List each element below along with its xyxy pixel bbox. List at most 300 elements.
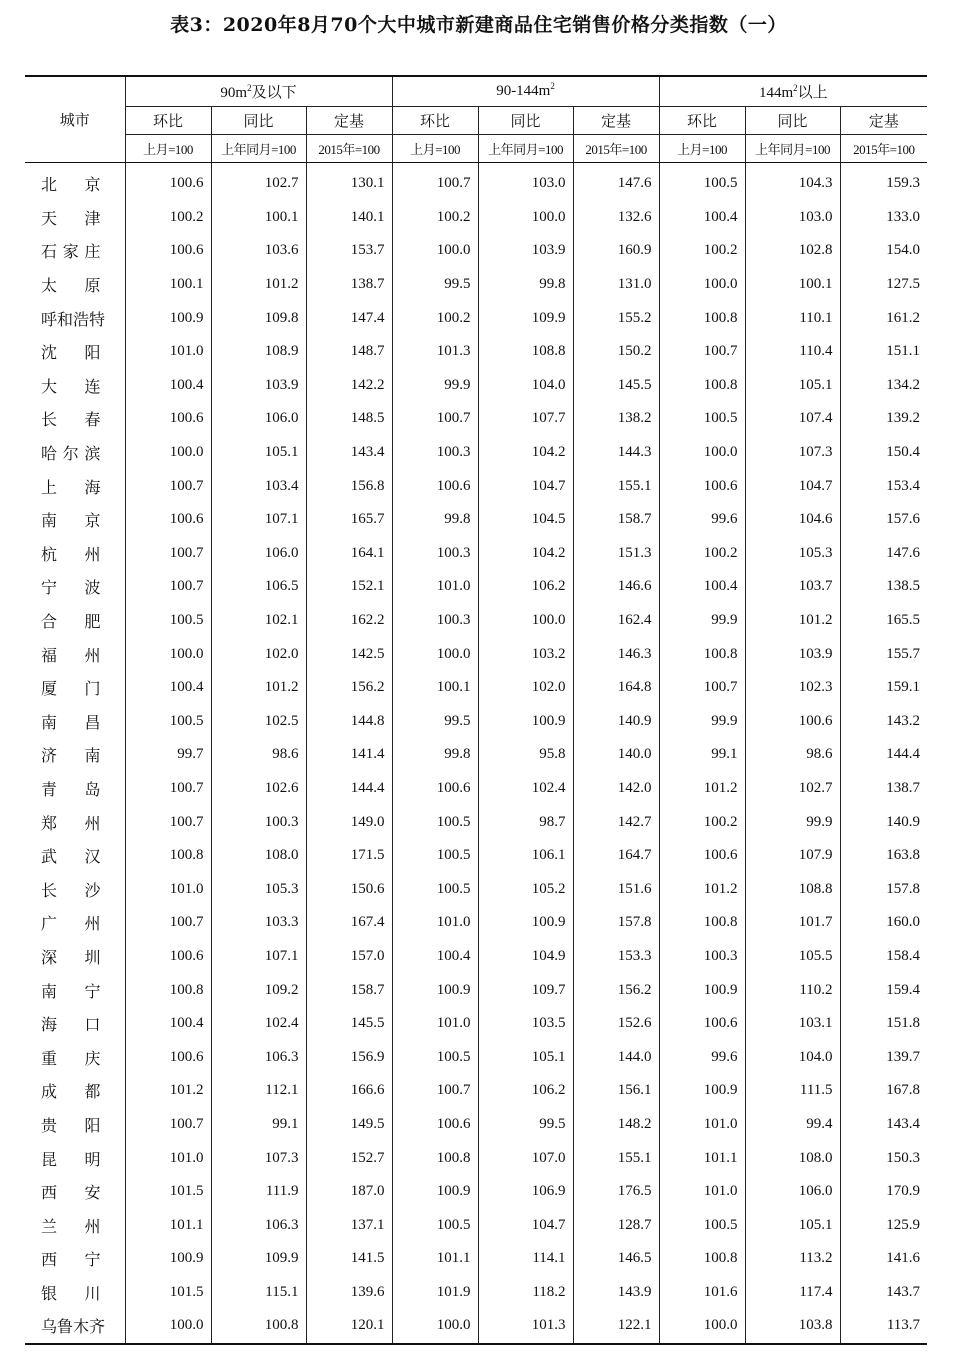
index-value: 100.9 [478,906,573,940]
index-value: 100.0 [125,436,211,470]
index-value: 147.4 [306,301,392,335]
index-value: 108.0 [211,839,306,873]
table-row [25,1141,927,1175]
city-name: 呼和浩特 [25,301,125,335]
index-value: 140.9 [886,813,921,830]
index-value: 99.9 [659,705,745,739]
index-value: 104.0 [478,369,573,403]
index-value: 187.0 [306,1175,392,1209]
index-value: 164.1 [306,537,392,571]
index-value: 100.6 [392,469,478,503]
base-header: 上年同月=100 [211,135,306,163]
index-value: 106.1 [478,839,573,873]
index-value: 104.2 [478,537,573,571]
index-value: 149.5 [306,1108,392,1142]
sub-header: 环比 [125,107,211,135]
table-row [25,1007,927,1041]
index-value: 148.5 [306,402,392,436]
base-header: 2015年=100 [840,135,927,163]
table-row [25,234,927,268]
index-value: 106.3 [211,1040,306,1074]
index-value: 159.3 [886,175,921,192]
sub-header: 同比 [211,107,306,135]
index-value: 107.0 [478,1141,573,1175]
index-value: 100.2 [392,301,478,335]
index-value: 100.9 [659,973,745,1007]
index-value: 99.8 [392,738,478,772]
index-value: 100.3 [392,537,478,571]
index-value: 142.5 [306,637,392,671]
index-value: 100.6 [125,402,211,436]
index-value: 163.8 [886,847,921,864]
index-value: 103.2 [478,637,573,671]
base-header: 上月=100 [392,135,478,163]
index-value: 102.4 [211,1007,306,1041]
table-row [25,604,927,638]
index-value: 106.2 [478,570,573,604]
index-value: 140.9 [573,705,659,739]
index-value: 142.0 [573,772,659,806]
table-row [25,335,927,369]
index-value: 111.9 [211,1175,306,1209]
table-row [25,402,927,436]
index-value: 106.2 [478,1074,573,1108]
index-value: 139.7 [886,1048,921,1065]
index-value: 143.4 [886,1115,921,1132]
index-value: 101.1 [125,1208,211,1242]
index-value: 100.2 [659,234,745,268]
table-row [25,436,927,470]
index-value: 107.9 [745,839,840,873]
index-value: 101.0 [125,872,211,906]
city-name: 深圳 [25,940,125,974]
city-name: 福州 [25,637,125,671]
table-row [25,201,927,235]
index-value: 100.5 [659,1208,745,1242]
table-row [25,973,927,1007]
index-value: 145.5 [306,1007,392,1041]
index-value: 100.4 [125,1007,211,1041]
index-value: 166.6 [306,1074,392,1108]
index-value: 160.0 [886,914,921,931]
index-value: 95.8 [478,738,573,772]
index-value: 104.7 [745,469,840,503]
city-name: 厦门 [25,671,125,705]
group-label-sup: 2 [550,81,555,91]
index-value: 144.3 [573,436,659,470]
index-value: 101.0 [392,1007,478,1041]
index-value: 101.5 [125,1276,211,1310]
index-value: 105.5 [745,940,840,974]
index-value: 152.7 [306,1141,392,1175]
city-name: 郑州 [25,805,125,839]
base-header: 上年同月=100 [478,135,573,163]
index-value: 142.7 [573,805,659,839]
index-value: 101.0 [392,906,478,940]
index-value: 147.6 [573,163,659,201]
index-value: 154.0 [886,242,921,259]
index-value: 100.9 [125,1242,211,1276]
index-value: 100.8 [659,369,745,403]
index-value: 100.6 [745,705,840,739]
index-value: 103.0 [745,201,840,235]
index-value: 157.6 [886,511,921,528]
index-value: 153.4 [886,477,921,494]
index-value: 156.2 [573,973,659,1007]
city-name: 大连 [25,369,125,403]
index-value: 99.9 [659,604,745,638]
index-value: 155.2 [573,301,659,335]
city-name: 长春 [25,402,125,436]
index-value: 101.9 [392,1276,478,1310]
table-title: 表3：2020年8月70个大中城市新建商品住宅销售价格分类指数（一） [170,14,787,36]
index-value: 100.2 [125,201,211,235]
group-label-sup: 2 [793,83,798,93]
city-name: 青岛 [25,772,125,806]
city-name: 成都 [25,1074,125,1108]
index-value: 100.7 [125,805,211,839]
index-value: 171.5 [306,839,392,873]
index-value: 131.0 [573,268,659,302]
index-value: 100.2 [659,537,745,571]
index-value: 102.7 [211,163,306,201]
index-value: 100.7 [125,469,211,503]
index-value: 104.5 [478,503,573,537]
index-value: 99.9 [392,369,478,403]
index-value: 113.2 [745,1242,840,1276]
index-value: 104.7 [478,469,573,503]
city-name: 宁波 [25,570,125,604]
index-value: 105.3 [745,537,840,571]
group-header-medium [392,76,659,107]
sub-header: 同比 [478,107,573,135]
index-value: 99.6 [659,503,745,537]
index-value: 103.1 [745,1007,840,1041]
index-value: 162.4 [573,604,659,638]
index-value: 102.6 [211,772,306,806]
sub-header: 环比 [659,107,745,135]
index-value: 156.8 [306,469,392,503]
index-value: 107.1 [211,940,306,974]
index-value: 122.1 [573,1309,659,1344]
city-name: 重庆 [25,1040,125,1074]
index-value: 132.6 [573,201,659,235]
index-value: 107.3 [211,1141,306,1175]
index-value: 104.3 [745,163,840,201]
index-value: 114.1 [478,1242,573,1276]
index-value: 100.0 [125,1309,211,1344]
index-value: 100.5 [392,1208,478,1242]
index-value: 100.8 [125,839,211,873]
index-value: 112.1 [211,1074,306,1108]
index-value: 104.0 [745,1040,840,1074]
index-value: 152.6 [573,1007,659,1041]
index-value: 103.0 [478,163,573,201]
index-value: 99.5 [392,268,478,302]
city-name: 长沙 [25,872,125,906]
index-value: 106.9 [478,1175,573,1209]
base-header: 上年同月=100 [745,135,840,163]
index-value: 120.1 [306,1309,392,1344]
index-value: 103.8 [745,1309,840,1344]
index-value: 153.7 [306,234,392,268]
index-value: 101.1 [392,1242,478,1276]
index-value: 150.4 [886,444,921,461]
index-value: 146.6 [573,570,659,604]
index-value: 157.8 [886,880,921,897]
index-value: 140.0 [573,738,659,772]
index-value: 103.9 [745,637,840,671]
table-row [25,369,927,403]
city-name: 乌鲁木齐 [25,1309,125,1344]
index-value: 106.0 [745,1175,840,1209]
table-row [25,1175,927,1209]
table-row [25,301,927,335]
index-value: 100.7 [659,671,745,705]
index-value: 100.1 [211,201,306,235]
city-name: 兰州 [25,1208,125,1242]
index-value: 99.8 [392,503,478,537]
group-header-small [125,76,392,107]
index-value: 100.9 [125,301,211,335]
index-value: 144.4 [306,772,392,806]
city-name: 北京 [25,163,125,201]
index-value: 170.9 [886,1183,921,1200]
index-value: 100.0 [659,436,745,470]
index-value: 102.7 [745,772,840,806]
index-value: 101.0 [125,335,211,369]
index-value: 158.7 [306,973,392,1007]
index-value: 100.0 [125,637,211,671]
index-value: 156.9 [306,1040,392,1074]
city-name: 天津 [25,201,125,235]
table-row [25,738,927,772]
index-value: 139.6 [306,1276,392,1310]
index-value: 98.6 [745,738,840,772]
index-value: 100.7 [125,570,211,604]
index-value: 100.6 [392,1108,478,1142]
index-value: 138.7 [306,268,392,302]
base-header: 2015年=100 [306,135,392,163]
city-name: 石家庄 [25,234,125,268]
group-label-pre: 144m [758,85,794,101]
index-value: 99.4 [745,1108,840,1142]
index-value: 100.4 [125,369,211,403]
index-value: 104.2 [478,436,573,470]
index-value: 101.0 [392,570,478,604]
city-name: 合肥 [25,604,125,638]
index-value: 155.1 [573,469,659,503]
table-row [25,906,927,940]
index-value: 100.5 [659,163,745,201]
index-value: 144.4 [886,746,921,763]
index-value: 100.6 [125,234,211,268]
index-value: 101.2 [745,604,840,638]
index-value: 141.5 [306,1242,392,1276]
index-value: 101.2 [659,872,745,906]
index-value: 108.8 [745,872,840,906]
index-value: 144.0 [573,1040,659,1074]
index-value: 141.6 [886,1250,921,1267]
index-value: 107.4 [745,402,840,436]
index-value: 100.5 [392,805,478,839]
index-value: 164.8 [573,671,659,705]
index-value: 98.6 [211,738,306,772]
index-value: 107.3 [745,436,840,470]
index-value: 100.2 [392,201,478,235]
index-value: 104.6 [745,503,840,537]
index-value: 133.0 [886,208,921,225]
index-value: 158.7 [573,503,659,537]
table-row [25,1242,927,1276]
index-value: 103.6 [211,234,306,268]
index-value: 100.6 [125,1040,211,1074]
index-value: 118.2 [478,1276,573,1310]
city-name: 西安 [25,1175,125,1209]
index-value: 151.1 [886,343,921,360]
index-value: 102.0 [478,671,573,705]
index-value: 106.0 [211,402,306,436]
table-row [25,805,927,839]
index-value: 100.8 [659,906,745,940]
sub-header: 同比 [745,107,840,135]
index-value: 100.8 [659,637,745,671]
index-value: 100.7 [125,906,211,940]
table-row [25,268,927,302]
index-value: 100.7 [125,537,211,571]
index-value: 157.8 [573,906,659,940]
index-value: 127.5 [886,276,921,293]
index-value: 146.3 [573,637,659,671]
index-value: 101.2 [659,772,745,806]
index-value: 100.8 [659,301,745,335]
table-row [25,570,927,604]
index-value: 160.9 [573,234,659,268]
table-row [25,163,927,201]
index-value: 107.1 [211,503,306,537]
sub-header: 环比 [392,107,478,135]
index-value: 108.8 [478,335,573,369]
index-value: 156.1 [573,1074,659,1108]
city-name: 南昌 [25,705,125,739]
index-value: 100.5 [125,705,211,739]
index-value: 151.3 [573,537,659,571]
index-value: 98.7 [478,805,573,839]
index-value: 137.1 [306,1208,392,1242]
index-value: 100.4 [392,940,478,974]
index-value: 152.1 [306,570,392,604]
table-row [25,772,927,806]
index-value: 99.9 [745,805,840,839]
index-value: 100.8 [659,1242,745,1276]
index-value: 105.1 [745,1208,840,1242]
index-value: 100.7 [659,335,745,369]
index-value: 103.5 [478,1007,573,1041]
group-header-large [659,76,927,107]
index-value: 101.1 [659,1141,745,1175]
index-value: 100.6 [659,469,745,503]
table-row [25,1276,927,1310]
group-label-post: 以上 [797,85,828,101]
index-value: 105.1 [211,436,306,470]
index-value: 158.4 [886,947,921,964]
index-value: 149.0 [306,805,392,839]
index-value: 103.3 [211,906,306,940]
city-name: 西宁 [25,1242,125,1276]
table-row [25,637,927,671]
index-value: 101.0 [659,1108,745,1142]
index-value: 143.9 [573,1276,659,1310]
city-name: 贵阳 [25,1108,125,1142]
index-value: 125.9 [886,1216,921,1233]
index-value: 102.0 [211,637,306,671]
index-value: 150.2 [573,335,659,369]
group-label-pre: 90-144m [496,83,551,99]
index-value: 102.5 [211,705,306,739]
index-value: 101.3 [392,335,478,369]
table-row [25,469,927,503]
index-value: 101.3 [478,1309,573,1344]
index-value: 142.2 [306,369,392,403]
index-value: 100.0 [659,1309,745,1344]
table-row [25,1074,927,1108]
index-value: 128.7 [573,1208,659,1242]
index-value: 100.5 [392,839,478,873]
index-value: 113.7 [840,1309,927,1344]
base-header: 上月=100 [125,135,211,163]
index-value: 108.9 [211,335,306,369]
group-label-post: 及以下 [251,85,297,101]
index-value: 110.2 [745,973,840,1007]
index-value: 100.7 [392,1074,478,1108]
index-value: 161.2 [886,309,921,326]
index-value: 100.3 [392,436,478,470]
city-name: 海口 [25,1007,125,1041]
index-value: 165.5 [886,612,921,629]
index-value: 102.8 [745,234,840,268]
index-value: 100.6 [659,839,745,873]
index-value: 109.7 [478,973,573,1007]
index-value: 100.3 [659,940,745,974]
index-value: 100.3 [211,805,306,839]
index-value: 159.1 [886,679,921,696]
index-value: 101.0 [659,1175,745,1209]
index-value: 101.2 [211,268,306,302]
index-value: 100.8 [125,973,211,1007]
index-value: 100.9 [478,705,573,739]
index-value: 115.1 [211,1276,306,1310]
index-value: 100.6 [392,772,478,806]
table-row [25,1040,927,1074]
index-value: 100.0 [478,604,573,638]
index-value: 100.0 [659,268,745,302]
index-value: 100.6 [125,163,211,201]
index-value: 138.7 [886,779,921,796]
group-label-pre: 90m [220,85,248,101]
index-value: 109.8 [211,301,306,335]
index-value: 100.7 [125,772,211,806]
index-value: 153.3 [573,940,659,974]
index-value: 147.6 [886,544,921,561]
index-value: 159.4 [886,981,921,998]
index-value: 100.3 [392,604,478,638]
index-value: 150.3 [886,1149,921,1166]
index-value: 155.7 [886,645,921,662]
city-name: 沈阳 [25,335,125,369]
index-value: 106.5 [211,570,306,604]
index-value: 100.7 [125,1108,211,1142]
index-value: 99.1 [659,738,745,772]
